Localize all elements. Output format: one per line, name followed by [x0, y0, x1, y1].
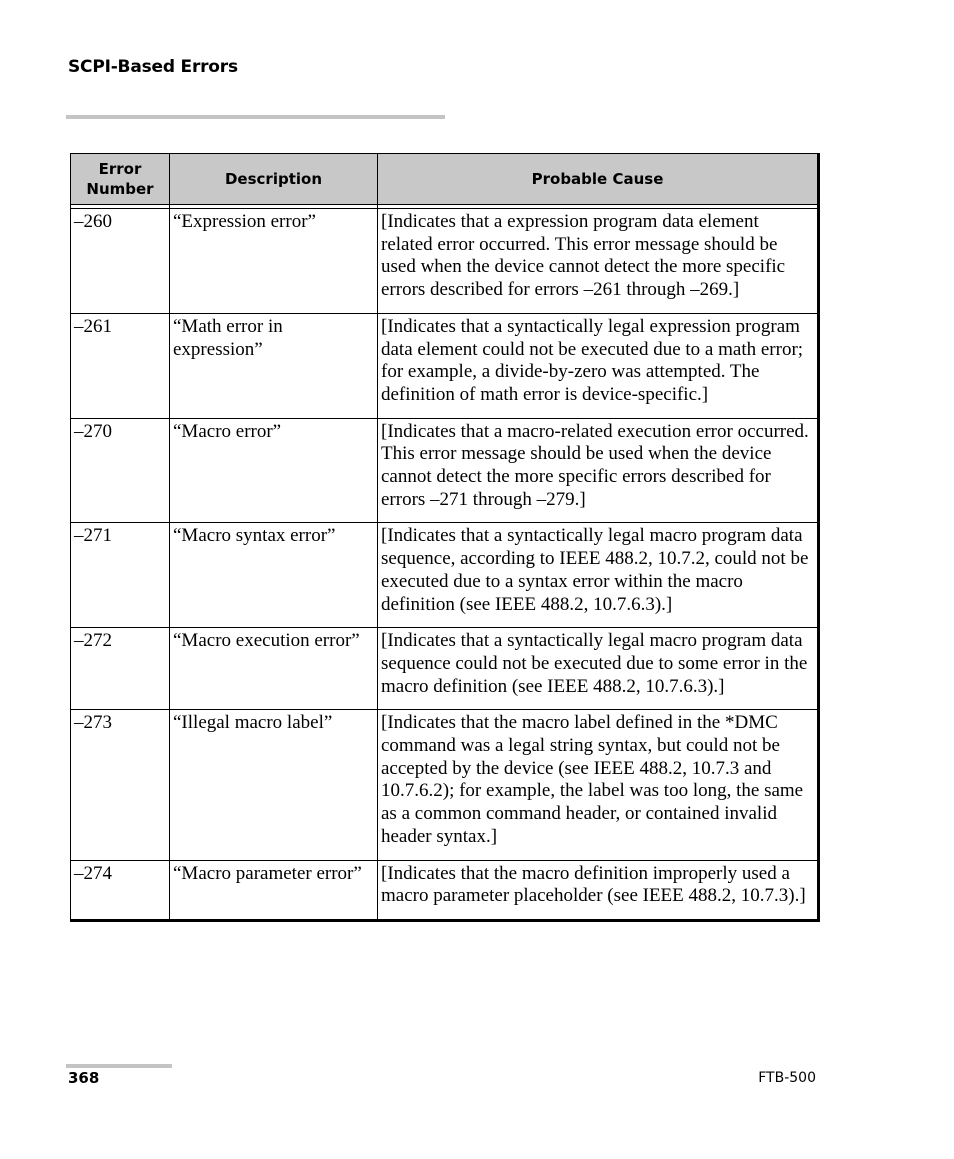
table-row [71, 710, 819, 860]
table-row [71, 209, 819, 314]
probable-cause-cell: [Indicates that a syntactically legal expression program data element could not be executed due to a math error; for example, a divide-by-zero was attempted. The definition of math error is device-specific.] [378, 313, 819, 418]
error-number-cell: –270 [71, 418, 170, 523]
error-number-cell: –274 [71, 860, 170, 920]
table-row [71, 523, 819, 628]
description-cell: “Macro parameter error” [170, 860, 378, 920]
probable-cause-cell: [Indicates that the macro definition improperly used a macro parameter placeholder (see IEEE 488.2, 10.7.3).] [378, 860, 819, 920]
description-cell: “Expression error” [170, 209, 378, 314]
document-name: FTB-500 [758, 1070, 816, 1086]
section-title: SCPI-Based Errors [68, 57, 238, 77]
description-cell: “Math error in expression” [170, 313, 378, 418]
probable-cause-cell: [Indicates that a expression program data element related error occurred. This error message should be used when the device cannot detect the more specific errors described for errors –261 through –269.] [378, 209, 819, 314]
probable-cause-cell: [Indicates that a macro-related execution error occurred. This error message should be used when the device cannot detect the more specific errors described for errors –271 through –279.] [378, 418, 819, 523]
error-number-cell: –272 [71, 628, 170, 710]
error-number-cell: –261 [71, 313, 170, 418]
description-cell: “Macro syntax error” [170, 523, 378, 628]
column-header-probable-cause: Probable Cause [378, 154, 819, 205]
header-rule [66, 115, 445, 119]
description-cell: “Illegal macro label” [170, 710, 378, 860]
footer-rule [66, 1064, 172, 1068]
error-number-cell: –271 [71, 523, 170, 628]
probable-cause-cell: [Indicates that the macro label defined in the *DMC command was a legal string syntax, but could not be accepted by the device (see IEEE 488.2, 10.7.3 and 10.7.6.2); for example, the label was too long, the same as a common command header, or contained invalid header syntax.] [378, 710, 819, 860]
page-number: 368 [68, 1069, 100, 1087]
error-table [70, 153, 820, 922]
table-row [71, 628, 819, 710]
probable-cause-cell: [Indicates that a syntactically legal macro program data sequence could not be executed due to some error in the macro definition (see IEEE 488.2, 10.7.6.3).] [378, 628, 819, 710]
column-header-error-number: Error Number [71, 154, 170, 205]
error-number-cell: –260 [71, 209, 170, 314]
table-row [71, 418, 819, 523]
table-body [71, 205, 819, 921]
table-row [71, 860, 819, 920]
error-table-container [70, 153, 820, 922]
description-cell: “Macro execution error” [170, 628, 378, 710]
probable-cause-cell: [Indicates that a syntactically legal macro program data sequence, according to IEEE 488.2, 10.7.2, could not be executed due to a syntax error within the macro definition (see IEEE 488.2, 10.7.6.3).] [378, 523, 819, 628]
column-header-description: Description [170, 154, 378, 205]
table-row [71, 313, 819, 418]
error-number-cell: –273 [71, 710, 170, 860]
table-header-row [71, 154, 819, 205]
description-cell: “Macro error” [170, 418, 378, 523]
